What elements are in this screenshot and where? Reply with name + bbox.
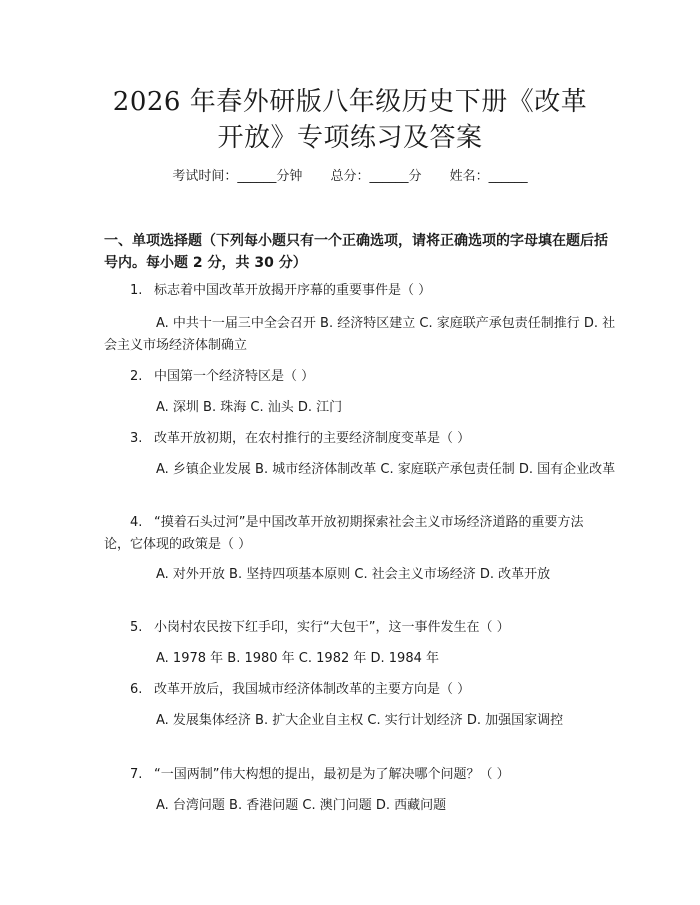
section-heading: 一、单项选择题（下列每小题只有一个正确选项，请将正确选项的字母填在题后括号内。每小题 2 分，共 30 分） (104, 233, 608, 271)
question-text: “一国两制”伟大构想的提出，最初是为了解决哪个问题？（ ） (154, 767, 510, 782)
question-number: 6. (130, 682, 143, 697)
question-number: 1. (130, 283, 143, 298)
question-text: 标志着中国改革开放揭开序幕的重要事件是（ ） (154, 283, 432, 298)
question-5-options: A. 1978 年 B. 1980 年 C. 1982 年 D. 1984 年 (156, 651, 439, 666)
question-text: 改革开放后，我国城市经济体制改革的主要方向是（ ） (154, 682, 471, 697)
total-score-label: 总分：______分 (330, 169, 422, 184)
question-number: 5. (130, 620, 143, 635)
question-text: “摸着石头过河”是中国改革开放初期探索社会主义市场经济道路的重要方法论，它体现的政策是（ ） (104, 515, 584, 552)
question-1 (104, 280, 604, 302)
question-2 (104, 366, 604, 388)
exam-time-label: 考试时间：______分钟 (172, 169, 303, 184)
question-4-options: A. 对外开放 B. 坚持四项基本原则 C. 社会主义市场经济 D. 改革开放 (156, 567, 551, 582)
question-text: 中国第一个经济特区是（ ） (154, 369, 315, 384)
question-6-options: A. 发展集体经济 B. 扩大企业自主权 C. 实行计划经济 D. 加强国家调控 (156, 713, 564, 728)
question-3-options: A. 乡镇企业发展 B. 城市经济体制改革 C. 家庭联产承包责任制 D. 国有企业改革 (156, 462, 616, 477)
question-6 (104, 679, 604, 701)
question-4 (104, 512, 604, 556)
question-1-options: A. 中共十一届三中全会召开 B. 经济特区建立 C. 家庭联产承包责任制推行 D. 社会主义市场经济体制确立 (104, 316, 616, 353)
question-2-options: A. 深圳 B. 珠海 C. 汕头 D. 江门 (156, 400, 343, 415)
question-7 (104, 764, 604, 786)
question-number: 4. (130, 515, 143, 530)
question-number: 7. (130, 767, 143, 782)
exam-meta (0, 168, 700, 186)
question-5 (104, 617, 604, 639)
question-text: 改革开放初期，在农村推行的主要经济制度变革是（ ） (154, 431, 471, 446)
student-name-label: 姓名：______ (449, 169, 528, 184)
question-number: 3. (130, 431, 143, 446)
document-title: 2026 年春外研版八年级历史下册《改革开放》专项练习及答案 (112, 87, 588, 153)
question-3 (104, 428, 604, 450)
question-number: 2. (130, 369, 143, 384)
question-text: 小岗村农民按下红手印，实行“大包干”，这一事件发生在（ ） (154, 620, 510, 635)
question-7-options: A. 台湾问题 B. 香港问题 C. 澳门问题 D. 西藏问题 (156, 798, 447, 813)
